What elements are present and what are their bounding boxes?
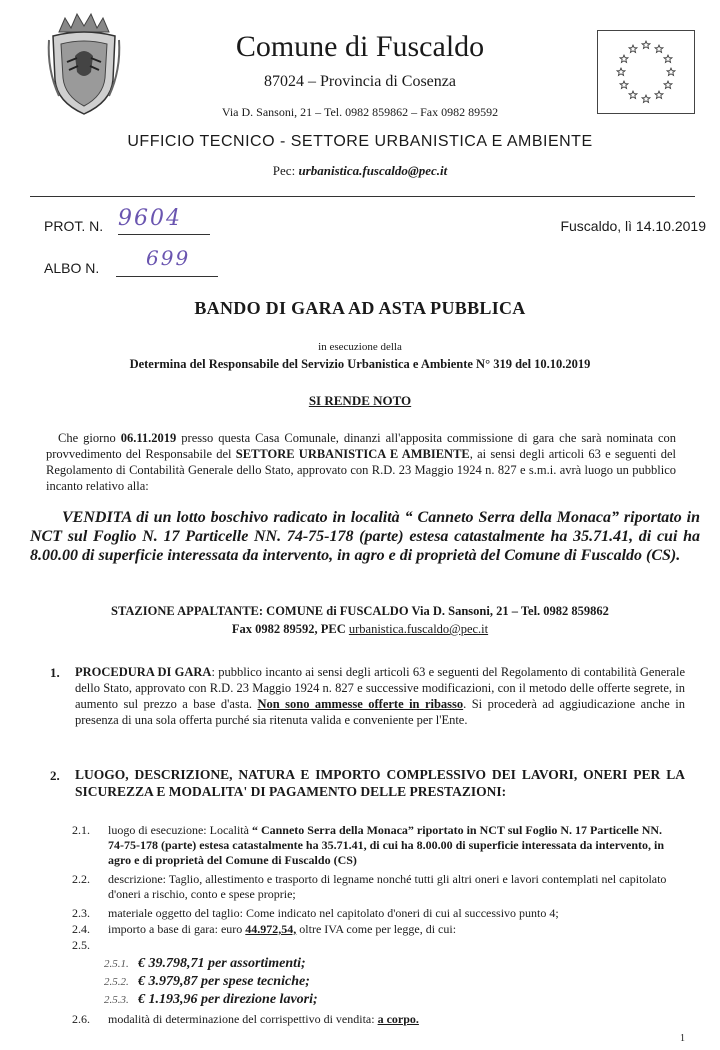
pec-label: Pec: xyxy=(272,163,296,178)
document-date: Fuscaldo, lì 14.10.2019 xyxy=(560,218,706,234)
eu-flag-logo xyxy=(597,30,695,114)
intro-paragraph: Che giorno 06.11.2019 presso questa Casa Comunale, dinanzi all'apposita commissione di gara che sarà nominata con provvedimento del Responsabile del SETTORE URBANISTICA E AMBIENTE, ai sensi degli articoli 63 e seguenti del Regolamento di Contabilità Generale dello Stato, approvato con R.D. 23 Maggio 1924 n. 827 e s.m.i. avrà luogo un pubblico incanto relativo alla: xyxy=(46,431,677,493)
execution-line: in esecuzione della xyxy=(318,341,402,353)
item-works-description: LUOGO, DESCRIZIONE, NATURA E IMPORTO COMPLESSIVO DEI LAVORI, ONERI PER LA SICUREZZA E MODALITA' DI PAGAMENTO DELLE PRESTAZIONI: xyxy=(75,767,685,799)
breakdown-row: 2.5.1. € 39.798,71 per assortimenti; xyxy=(104,956,306,971)
pec-link[interactable]: urbanistica.fuscaldo@pec.it xyxy=(348,622,489,636)
item-number: 1. xyxy=(50,665,60,680)
breakdown-row: 2.5.2. € 3.979,87 per spese tecniche; xyxy=(104,974,310,989)
province-subtitle: 87024 – Provincia di Cosenza xyxy=(264,73,456,90)
document-title: BANDO DI GARA AD ASTA PUBBLICA xyxy=(194,298,526,318)
prot-underline xyxy=(118,234,210,235)
albo-label: ALBO N. xyxy=(44,260,100,276)
base-amount: 44.972,54, xyxy=(245,922,297,936)
pec-line xyxy=(150,163,570,179)
notice-heading: SI RENDE NOTO xyxy=(308,393,412,408)
prot-number-handwritten: 9604 xyxy=(118,206,182,231)
contracting-station: STAZIONE APPALTANTE: COMUNE di FUSCALDO Via D. Sansoni, 21 – Tel. 0982 859862 Fax 0982 89592, PEC urbanistica.fuscaldo@pec.it xyxy=(111,604,609,636)
albo-underline xyxy=(116,276,218,277)
determina-line: Determina del Responsabile del Servizio Urbanistica e Ambiente N° 319 del 10.10.2019 xyxy=(129,357,591,371)
auction-date: 06.11.2019 xyxy=(120,431,177,445)
prot-label: PROT. N. xyxy=(44,218,104,234)
albo-number-handwritten: 699 xyxy=(146,246,191,270)
sub-item-location: 2.1. luogo di esecuzione: Località “ Canneto Serra della Monaca” riportato in NCT sul Foglio N. 17 Particelle NN. 74-75-178 (parte) estesa catastalmente ha 35.71.41, di cui ha 8.00.00 di superficie interessata da intervento, in agro e di proprietà del Comune di Fuscaldo (CS) xyxy=(72,823,665,867)
item-procedure: PROCEDURA DI GARA: pubblico incanto ai sensi degli articoli 63 e seguenti del Regolamento di contabilità Generale dello Stato, approvato con R.D. 23 Maggio 1924 n. 827 e successive modificazioni, con il metodo delle offerte segrete, in aumento sul prezzo a base d'asta. Non sono ammesse offerte in ribasso. Si procederà ad aggiudicazione anche in presenza di una sola offerta purché sia ritenuta valida e conveniente per l'Ente. xyxy=(75,665,685,727)
contact-address: Via D. Sansoni, 21 – Tel. 0982 859862 – Fax 0982 89592 xyxy=(221,105,499,119)
breakdown-row: 2.5.3. € 1.193,96 per direzione lavori; xyxy=(104,992,318,1007)
header-divider xyxy=(30,196,695,197)
sale-description: VENDITA di un lotto boschivo radicato in località “ Canneto Serra della Monaca” riportato in NCT sul Foglio N. 17 Particelle NN. 74-75-178 (parte) estesa catastalmente ha 35.71.41, di cui ha 8.00.00 di superficie interessata da intervento, in agro e di proprietà del Comune di Fuscaldo (CS). xyxy=(30,509,700,564)
office-name: UFFICIO TECNICO - SETTORE URBANISTICA E AMBIENTE xyxy=(127,133,593,150)
coat-of-arms-logo xyxy=(45,10,123,118)
pec-email: urbanistica.fuscaldo@pec.it xyxy=(298,163,448,178)
municipality-title: Comune di Fuscaldo xyxy=(235,30,485,63)
no-discount-notice: Non sono ammesse offerte in ribasso xyxy=(257,697,464,711)
item-number: 2. xyxy=(50,768,60,783)
sector-name: SETTORE URBANISTICA E AMBIENTE xyxy=(235,447,470,461)
sub-item-description: 2.2. descrizione: Taglio, allestimento e trasporto di legname nonché tutti gli altri oneri e lavori contemplati nel capitolato d'oneri a rischio, conto e spese proprie; xyxy=(72,872,667,901)
page-number: 1 xyxy=(680,1033,685,1044)
